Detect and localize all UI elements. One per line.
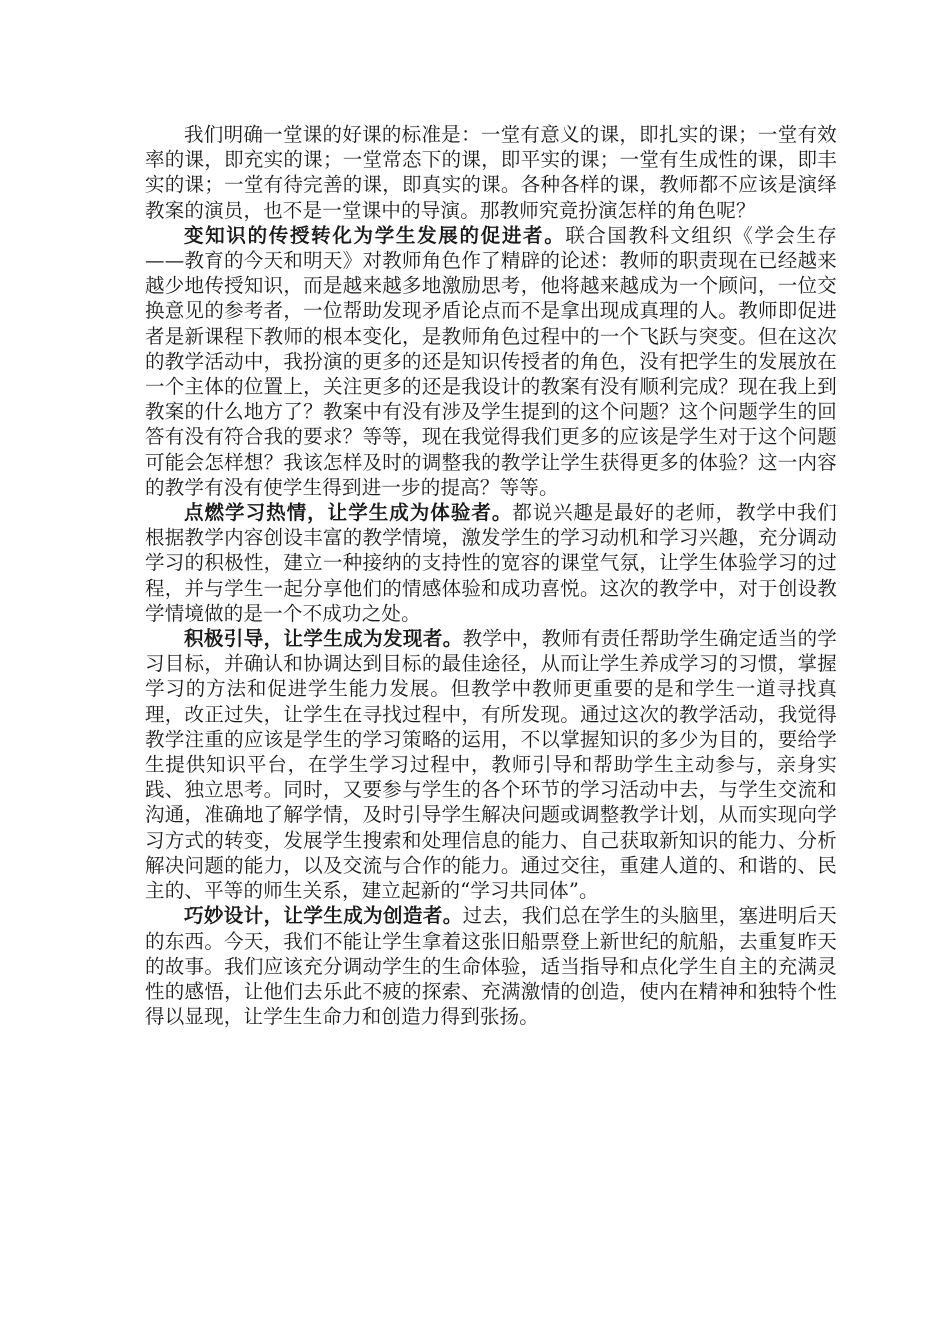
document-page xyxy=(145,122,837,1029)
paragraph-experiencer xyxy=(145,500,837,626)
paragraph-intro xyxy=(145,122,837,223)
paragraph-heading: 积极引导，让学生成为发现者。 xyxy=(184,627,463,651)
paragraph-creator xyxy=(145,903,837,1029)
paragraph-heading: 变知识的传授转化为学生发展的促进者。 xyxy=(184,223,566,247)
paragraph-heading: 巧妙设计，让学生成为创造者。 xyxy=(184,904,463,928)
paragraph-promoter xyxy=(145,223,837,500)
paragraph-body: 教学中，教师有责任帮助学生确定适当的学习目标，并确认和协调达到目标的最佳途径，从而让学生养成学习的习惯，掌握学习的方法和促进学生能力发展。但教学中教师更重要的是和学生一道寻找真理，改正过失，让学生在寻找过程中，有所发现。通过这次的教学活动，我觉得教学注重的应该是学生的学习策略的运用，不以掌握知识的多少为目的，要给学生提供知识平台，在学生学习过程中，教师引导和帮助学生主动参与，亲身实践、独立思考。同时，又要参与学生的各个环节的学习活动中去，与学生交流和沟通，准确地了解学情，及时引导学生解决问题或调整教学计划，从而实现向学习方式的转变，发展学生搜索和处理信息的能力、自己获取新知识的能力、分析解决问题的能力，以及交流与合作的能力。通过交往，重建人道的、和谐的、民主的、平等的师生关系，建立起新的“学习共同体”。 xyxy=(145,627,837,903)
paragraph-discoverer xyxy=(145,626,837,903)
paragraph-body: 过去，我们总在学生的头脑里，塞进明后天的东西。今天，我们不能让学生拿着这张旧船票登上新世纪的航船，去重复昨天的故事。我们应该充分调动学生的生命体验，适当指导和点化学生自主的充满灵性的感悟，让他们去乐此不疲的探索、充满激情的创造，使内在精神和独特个性得以显现，让学生生命力和创造力得到张扬。 xyxy=(145,904,837,1029)
paragraph-heading: 点燃学习热情，让学生成为体验者。 xyxy=(184,501,513,525)
paragraph-body: 我们明确一堂课的好课的标准是：一堂有意义的课，即扎实的课；一堂有效率的课，即充实的课；一堂常态下的课，即平实的课；一堂有生成性的课，即丰实的课；一堂有待完善的课，即真实的课。各种各样的课，教师都不应该是演绎教案的演员，也不是一堂课中的导演。那教师究竟扮演怎样的角色呢？ xyxy=(145,123,837,222)
paragraph-body: 都说兴趣是最好的老师，教学中我们根据教学内容创设丰富的教学情境，激发学生的学习动机和学习兴趣，充分调动学习的积极性，建立一种接纳的支持性的宽容的课堂气氛，让学生体验学习的过程，并与学生一起分享他们的情感体验和成功喜悦。这次的教学中，对于创设教学情境做的是一个不成功之处。 xyxy=(145,501,838,625)
paragraph-body: 联合国教科文组织《学会生存——教育的今天和明天》对教师角色作了精辟的论述：教师的职责现在已经越来越少地传授知识，而是越来越多地激励思考，他将越来越成为一个顾问，一位交换意见的参考者，一位帮助发现矛盾论点而不是拿出现成真理的人。教师即促进者是新课程下教师的根本变化，是教师角色过程中的一个飞跃与突变。但在这次的教学活动中，我扮演的更多的还是知识传授者的角色，没有把学生的发展放在一个主体的位置上，关注更多的还是我设计的教案有没有顺利完成？现在我上到教案的什么地方了？教案中有没有涉及学生提到的这个问题？这个问题学生的回答有没有符合我的要求？等等，现在我觉得我们更多的应该是学生对于这个问题可能会怎样想？我该怎样及时的调整我的教学让学生获得更多的体验？这一内容的教学有没有使学生得到进一步的提高？等等。 xyxy=(145,223,837,499)
